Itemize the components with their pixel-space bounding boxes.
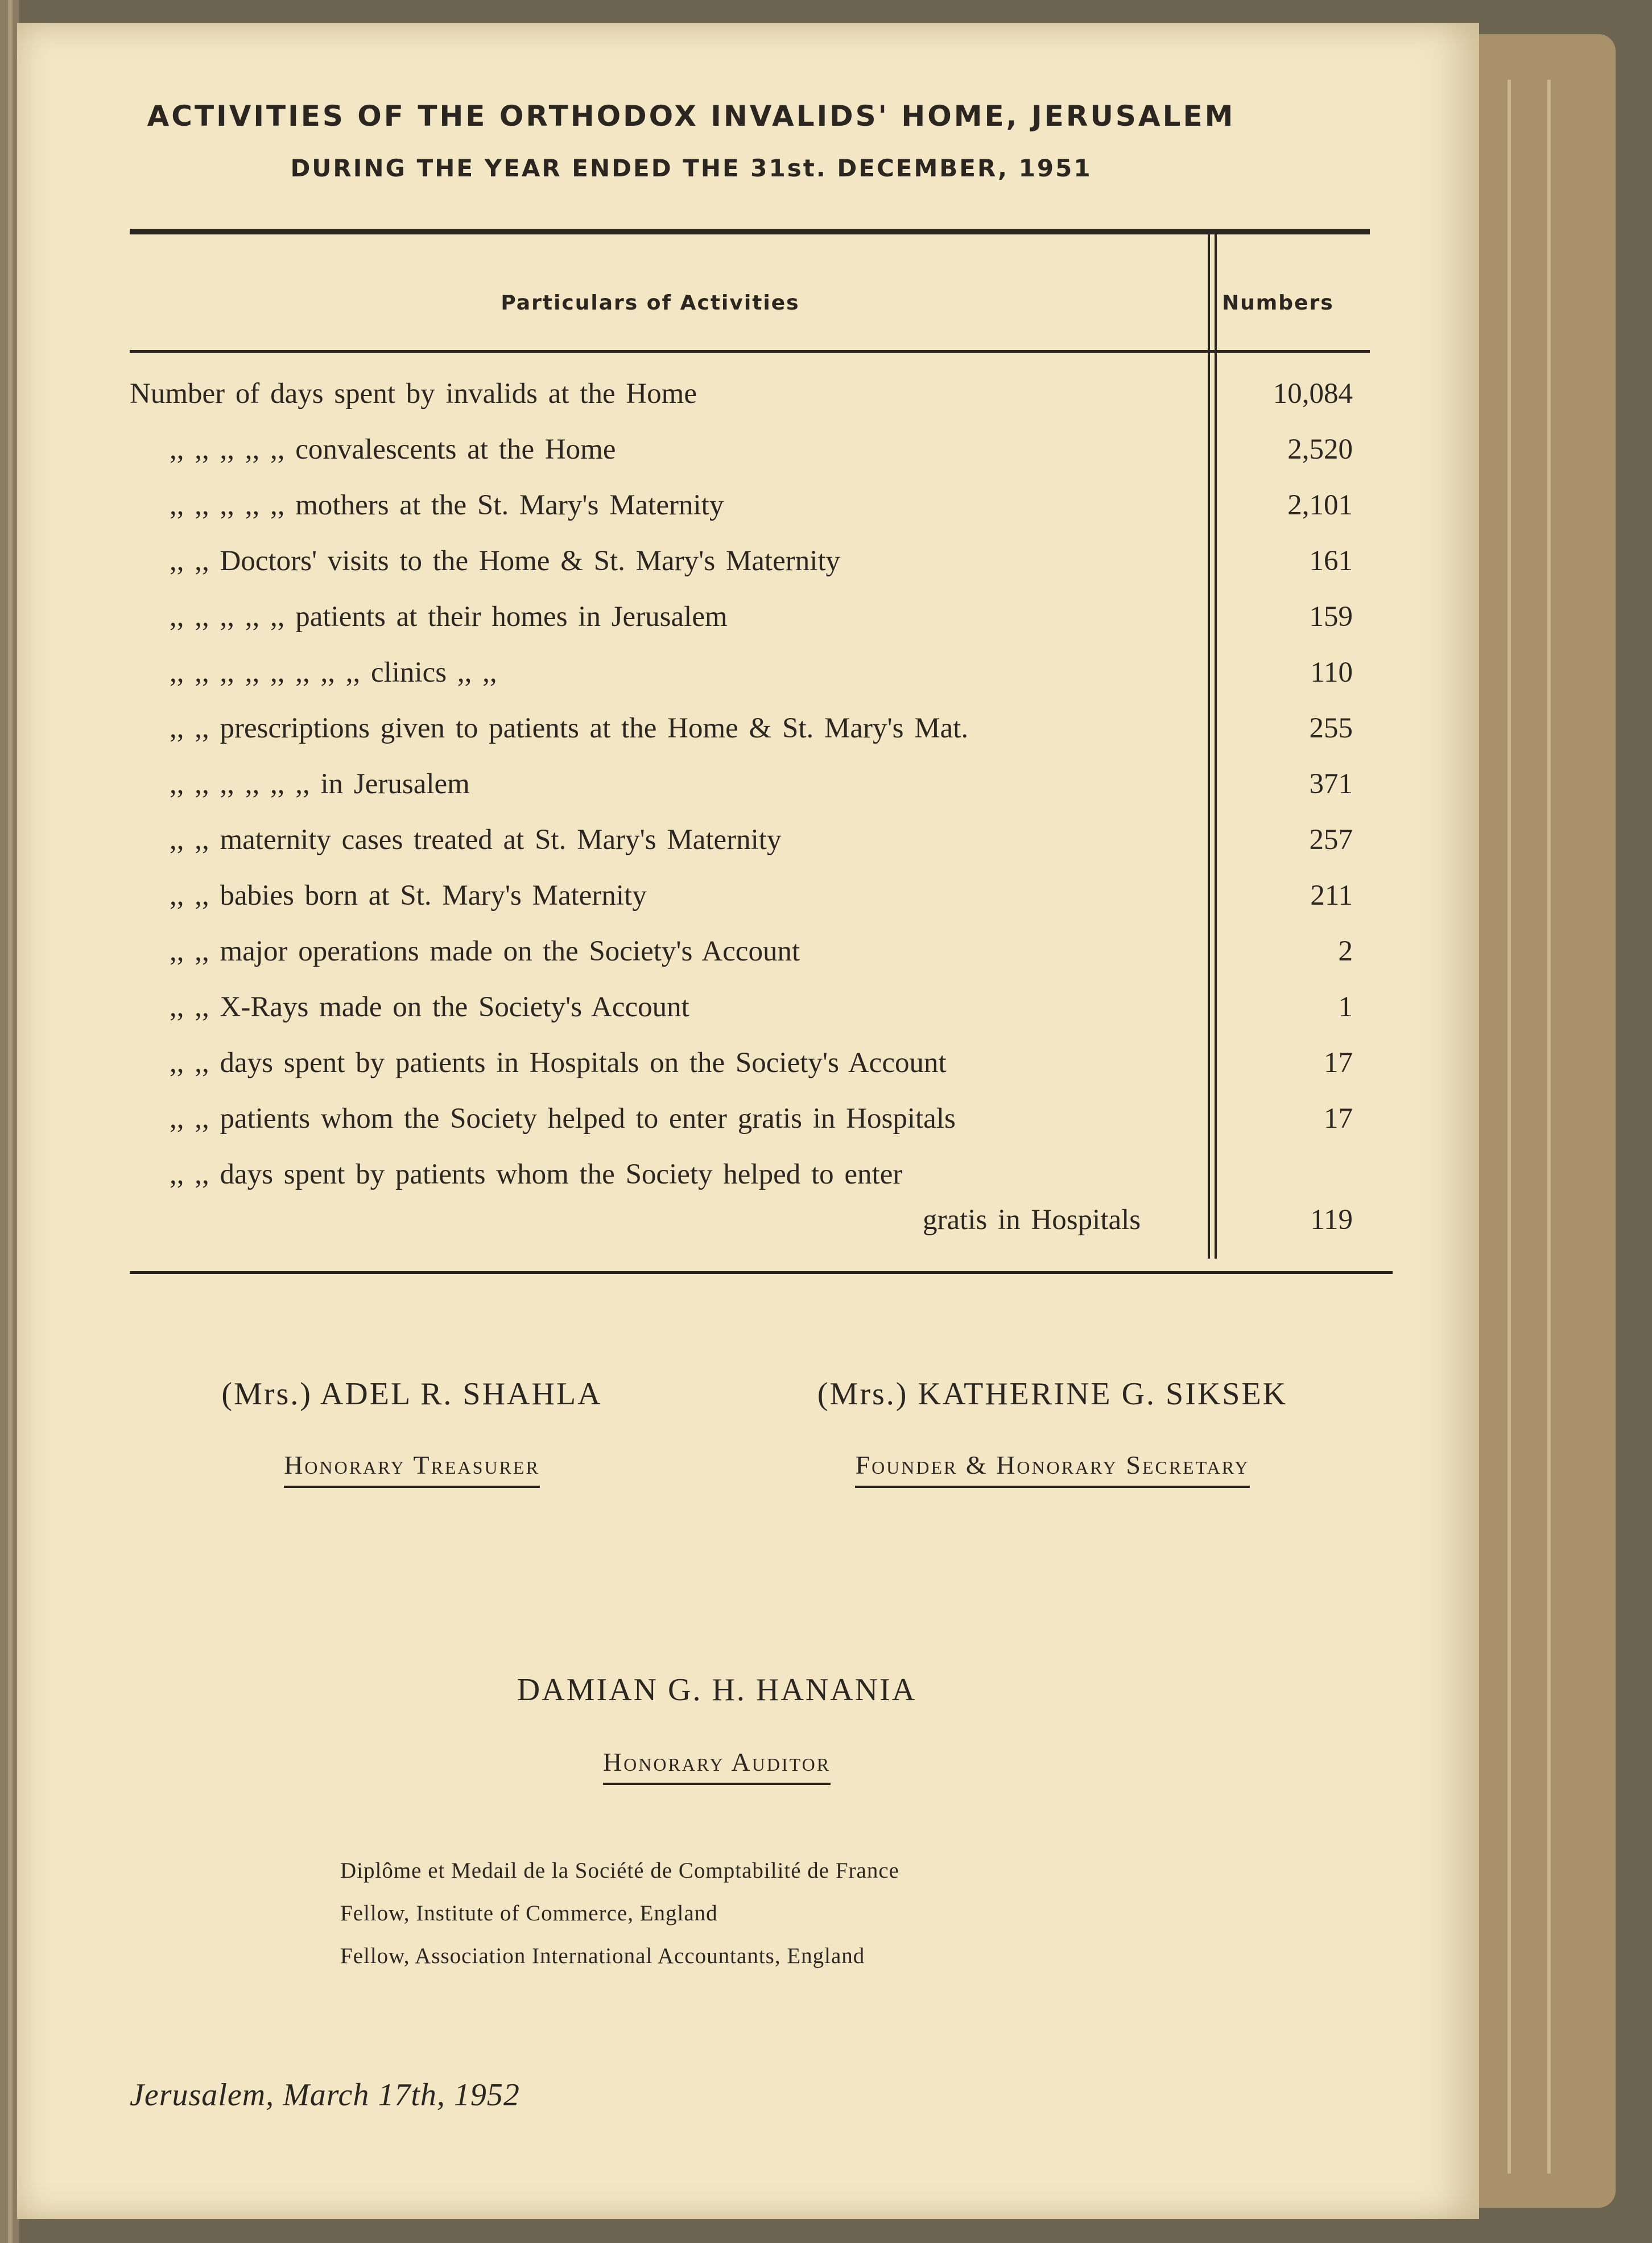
auditor-role: Honorary Auditor — [603, 1747, 831, 1785]
row-number: 159 — [1309, 601, 1353, 633]
row-particular: ,, ,, X-Rays made on the Society's Account — [170, 991, 689, 1023]
row-number: 110 — [1310, 657, 1353, 688]
row-particular: ,, ,, days spent by patients whom the Society helped to enter — [170, 1158, 903, 1190]
auditor-credentials — [340, 1849, 899, 1977]
secretary-role: Founder & Honorary Secretary — [855, 1450, 1249, 1488]
row-number: 1 — [1338, 991, 1353, 1023]
table-row — [130, 761, 1376, 807]
row-number: 2,101 — [1287, 489, 1353, 521]
table-row — [130, 594, 1376, 640]
table-row — [130, 984, 1376, 1030]
row-particular: ,, ,, maternity cases treated at St. Mary's Maternity — [170, 824, 782, 856]
table-row — [130, 1040, 1376, 1086]
row-number: 255 — [1309, 712, 1353, 744]
page-edge-line — [1547, 80, 1551, 2174]
document-header — [17, 100, 1365, 182]
table-row — [130, 706, 1376, 751]
treasurer-name: (Mrs.) ADEL R. SHAHLA — [221, 1376, 602, 1412]
table-top-rule — [130, 229, 1370, 234]
row-number: 17 — [1324, 1047, 1353, 1079]
row-particular-continued: gratis in Hospitals — [923, 1204, 1141, 1236]
secretary-name: (Mrs.) KATHERINE G. SIKSEK — [817, 1376, 1288, 1412]
row-particular: ,, ,, ,, ,, ,, convalescents at the Home — [170, 434, 616, 465]
table-row — [130, 650, 1376, 695]
row-number: 17 — [1324, 1103, 1353, 1135]
table-row — [130, 427, 1376, 472]
row-particular: ,, ,, ,, ,, ,, ,, ,, ,, clinics ,, ,, — [170, 657, 497, 688]
treasurer-role: Honorary Treasurer — [284, 1450, 540, 1488]
row-particular: ,, ,, ,, ,, ,, ,, in Jerusalem — [170, 768, 470, 800]
binding-stripe — [8, 0, 13, 2243]
secretary-signature-block — [762, 1376, 1343, 1488]
document-page — [17, 23, 1479, 2219]
row-number: 2 — [1338, 935, 1353, 967]
row-number: 10,084 — [1273, 378, 1353, 410]
row-number: 161 — [1309, 545, 1353, 577]
page-edge-line — [1508, 80, 1511, 2174]
row-particular: ,, ,, ,, ,, ,, mothers at the St. Mary's Maternity — [170, 489, 724, 521]
row-particular: ,, ,, Doctors' visits to the Home & St. Mary's Maternity — [170, 545, 841, 577]
document-title: ACTIVITIES OF THE ORTHODOX INVALIDS' HOME, JERUSALEM — [147, 100, 1236, 133]
row-particular: ,, ,, major operations made on the Society's Account — [170, 935, 800, 967]
header-particulars: Particulars of Activities — [501, 291, 800, 315]
table-row — [130, 1152, 1376, 1243]
treasurer-signature-block — [184, 1376, 639, 1488]
row-particular: ,, ,, patients whom the Society helped to enter gratis in Hospitals — [170, 1103, 956, 1135]
row-number: 257 — [1309, 824, 1353, 856]
left-binding-edge — [0, 0, 19, 2243]
table-row — [130, 483, 1376, 528]
row-number: 2,520 — [1287, 434, 1353, 465]
row-particular: ,, ,, days spent by patients in Hospitals on the Society's Account — [170, 1047, 947, 1079]
row-particular: ,, ,, ,, ,, ,, patients at their homes in Jerusalem — [170, 601, 728, 633]
row-number: 211 — [1310, 880, 1353, 912]
header-numbers: Numbers — [1222, 291, 1334, 315]
document-subtitle: DURING THE YEAR ENDED THE 31st. DECEMBER, 1951 — [290, 154, 1092, 182]
table-row — [130, 1096, 1376, 1141]
table-row — [130, 538, 1376, 584]
table-row — [130, 371, 1376, 417]
auditor-signature-block — [489, 1672, 944, 1785]
credential-line: Diplôme et Medail de la Société de Comptabilité de France — [340, 1858, 899, 1883]
row-particular: Number of days spent by invalids at the Home — [130, 378, 697, 410]
place-and-date: Jerusalem, March 17th, 1952 — [130, 2077, 520, 2113]
row-particular: ,, ,, babies born at St. Mary's Maternity — [170, 880, 647, 912]
table-bottom-rule — [130, 1271, 1393, 1274]
row-number: 119 — [1310, 1204, 1353, 1236]
header-rule — [130, 350, 1370, 353]
table-row — [130, 817, 1376, 863]
row-number: 371 — [1309, 768, 1353, 800]
table-row — [130, 873, 1376, 918]
credential-line: Fellow, Association International Accountants, England — [340, 1944, 865, 1968]
auditor-name: DAMIAN G. H. HANANIA — [517, 1672, 917, 1708]
credential-line: Fellow, Institute of Commerce, England — [340, 1901, 718, 1925]
row-particular: ,, ,, prescriptions given to patients at the Home & St. Mary's Mat. — [170, 712, 969, 744]
table-row — [130, 929, 1376, 974]
activities-table — [130, 229, 1380, 1276]
